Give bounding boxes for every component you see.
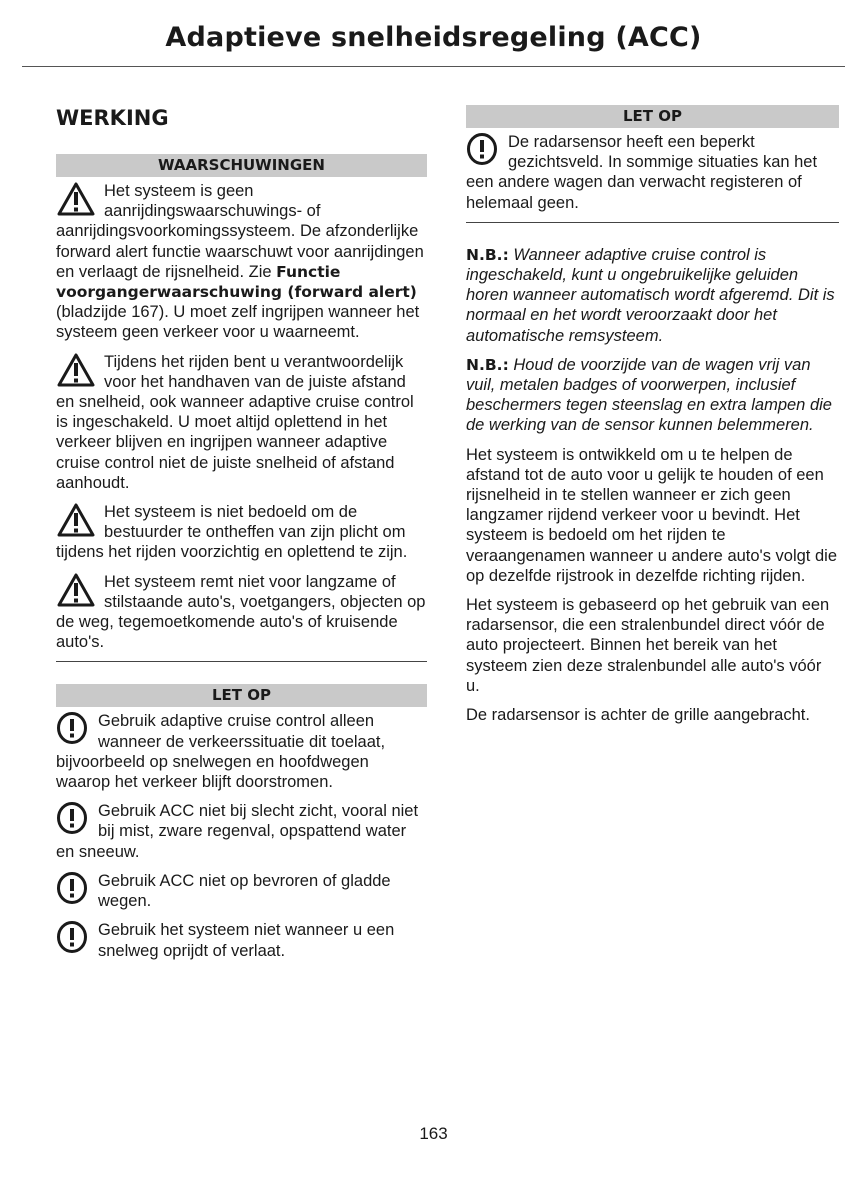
title-divider [22, 66, 845, 67]
caution-exclamation-icon [56, 920, 90, 960]
body-paragraph: De radarsensor is achter de grille aangebracht. [466, 706, 810, 725]
left-column [56, 103, 427, 970]
warning-note [56, 502, 427, 563]
caution-text: De radarsensor heeft een beperkt gezichtsveld. In sommige situaties kan het een andere wagen dan verwacht registeren of helemaal geen. [466, 133, 818, 212]
warning-text: Het systeem is geen aanrijdingswaarschuwings- of aanrijdingsvoorkomingssysteem. De afzonderlijke forward alert functie waarschuwt voor aanrijdingen en verlaagt de rijsnelheid. Zie Functie voorgangerwaarschuwing (forward alert) (bladzijde 167). U moet zelf ingrijpen wanneer het systeem geen verkeer voor u waarneemt. [56, 182, 424, 342]
warning-text: Het systeem is niet bedoeld om de bestuurder te ontheffen van zijn plicht om tijdens het rijden voorzichtig en oplettend te zijn. [56, 503, 408, 562]
body-paragraph: Het systeem is ontwikkeld om u te helpen de afstand tot de auto voor u gelijk te houden of een rijsnelheid in te stellen wanneer er zich geen langzamer rijdend verkeer voor u bevindt. Het systeem is bedoeld om het rijden te veraangenamen wanneer u andere auto's volgt die op dezelfde rijstrook in dezelfde richting rijden. [466, 445, 837, 585]
section-divider [56, 661, 427, 662]
warning-note [56, 352, 427, 493]
caution-text: Gebruik ACC niet op bevroren of gladde wegen. [98, 871, 391, 911]
section-heading: WERKING [56, 106, 169, 130]
caution-note [466, 132, 839, 213]
caution-note [56, 871, 427, 911]
caution-exclamation-icon [56, 871, 90, 911]
warning-text: Tijdens het rijden bent u verantwoordelijk voor het handhaven van de juiste afstand en snelheid, ook wanneer adaptive cruise control is ingeschakeld. U moet altijd oplettend in het verkeer blijven en ingrijpen wanneer adaptive cruise control niet de juiste snelheid of afstand aanhoudt. [56, 352, 414, 492]
warning-note [56, 572, 427, 653]
warnings-header: WAARSCHUWINGEN [56, 154, 427, 177]
caution-exclamation-icon [56, 711, 90, 751]
page-title: Adaptieve snelheidsregeling (ACC) [165, 22, 702, 53]
caution-header: LET OP [466, 105, 839, 128]
caution-text: Gebruik ACC niet bij slecht zicht, vooral niet bij mist, zware regenval, opspattend water en sneeuw. [56, 802, 419, 861]
body-paragraph: Het systeem is gebaseerd op het gebruik van een radarsensor, die een stralenbundel direct vóór de auto projecteert. Binnen het bereik van het systeem zien deze stralenbundel alle auto's vóór u. [466, 596, 830, 695]
warning-note [56, 181, 427, 343]
caution-exclamation-icon [466, 132, 500, 172]
caution-note [56, 801, 427, 862]
note-paragraph: N.B.: Houd de voorzijde van de wagen vrij van vuil, metalen badges of voorwerpen, inclusief beschermers tegen steenslag en extra lampen die de werking van de sensor kunnen belemmeren. [466, 355, 832, 435]
caution-exclamation-icon [56, 801, 90, 841]
caution-text: Gebruik het systeem niet wanneer u een snelweg oprijdt of verlaat. [98, 921, 395, 960]
caution-header: LET OP [56, 684, 427, 707]
warning-triangle-icon [56, 572, 96, 610]
warning-triangle-icon [56, 181, 96, 219]
page-number: 163 [419, 1124, 448, 1143]
warning-triangle-icon [56, 502, 96, 540]
warning-triangle-icon [56, 352, 96, 390]
section-divider [466, 222, 839, 223]
right-column [466, 105, 839, 734]
caution-note [56, 920, 427, 960]
caution-text: Gebruik adaptive cruise control alleen wanneer de verkeerssituatie dit toelaat, bijvoorbeeld op snelwegen en hoofdwegen waarop het verkeer blijft doorstromen. [56, 712, 386, 792]
note-paragraph: N.B.: Wanneer adaptive cruise control is ingeschakeld, kunt u ongebruikelijke geluiden horen wanneer automatisch wordt afgeremd. Dit is normaal en het wordt veroorzaakt door het automatische remsysteem. [466, 245, 835, 345]
warning-text: Het systeem remt niet voor langzame of stilstaande auto's, voetgangers, objecten op de weg, tegemoetkomende auto's of kruisende auto's. [56, 572, 426, 652]
cross-reference[interactable]: Functie voorgangerwaarschuwing (forward alert) [56, 262, 417, 302]
caution-note [56, 711, 427, 792]
